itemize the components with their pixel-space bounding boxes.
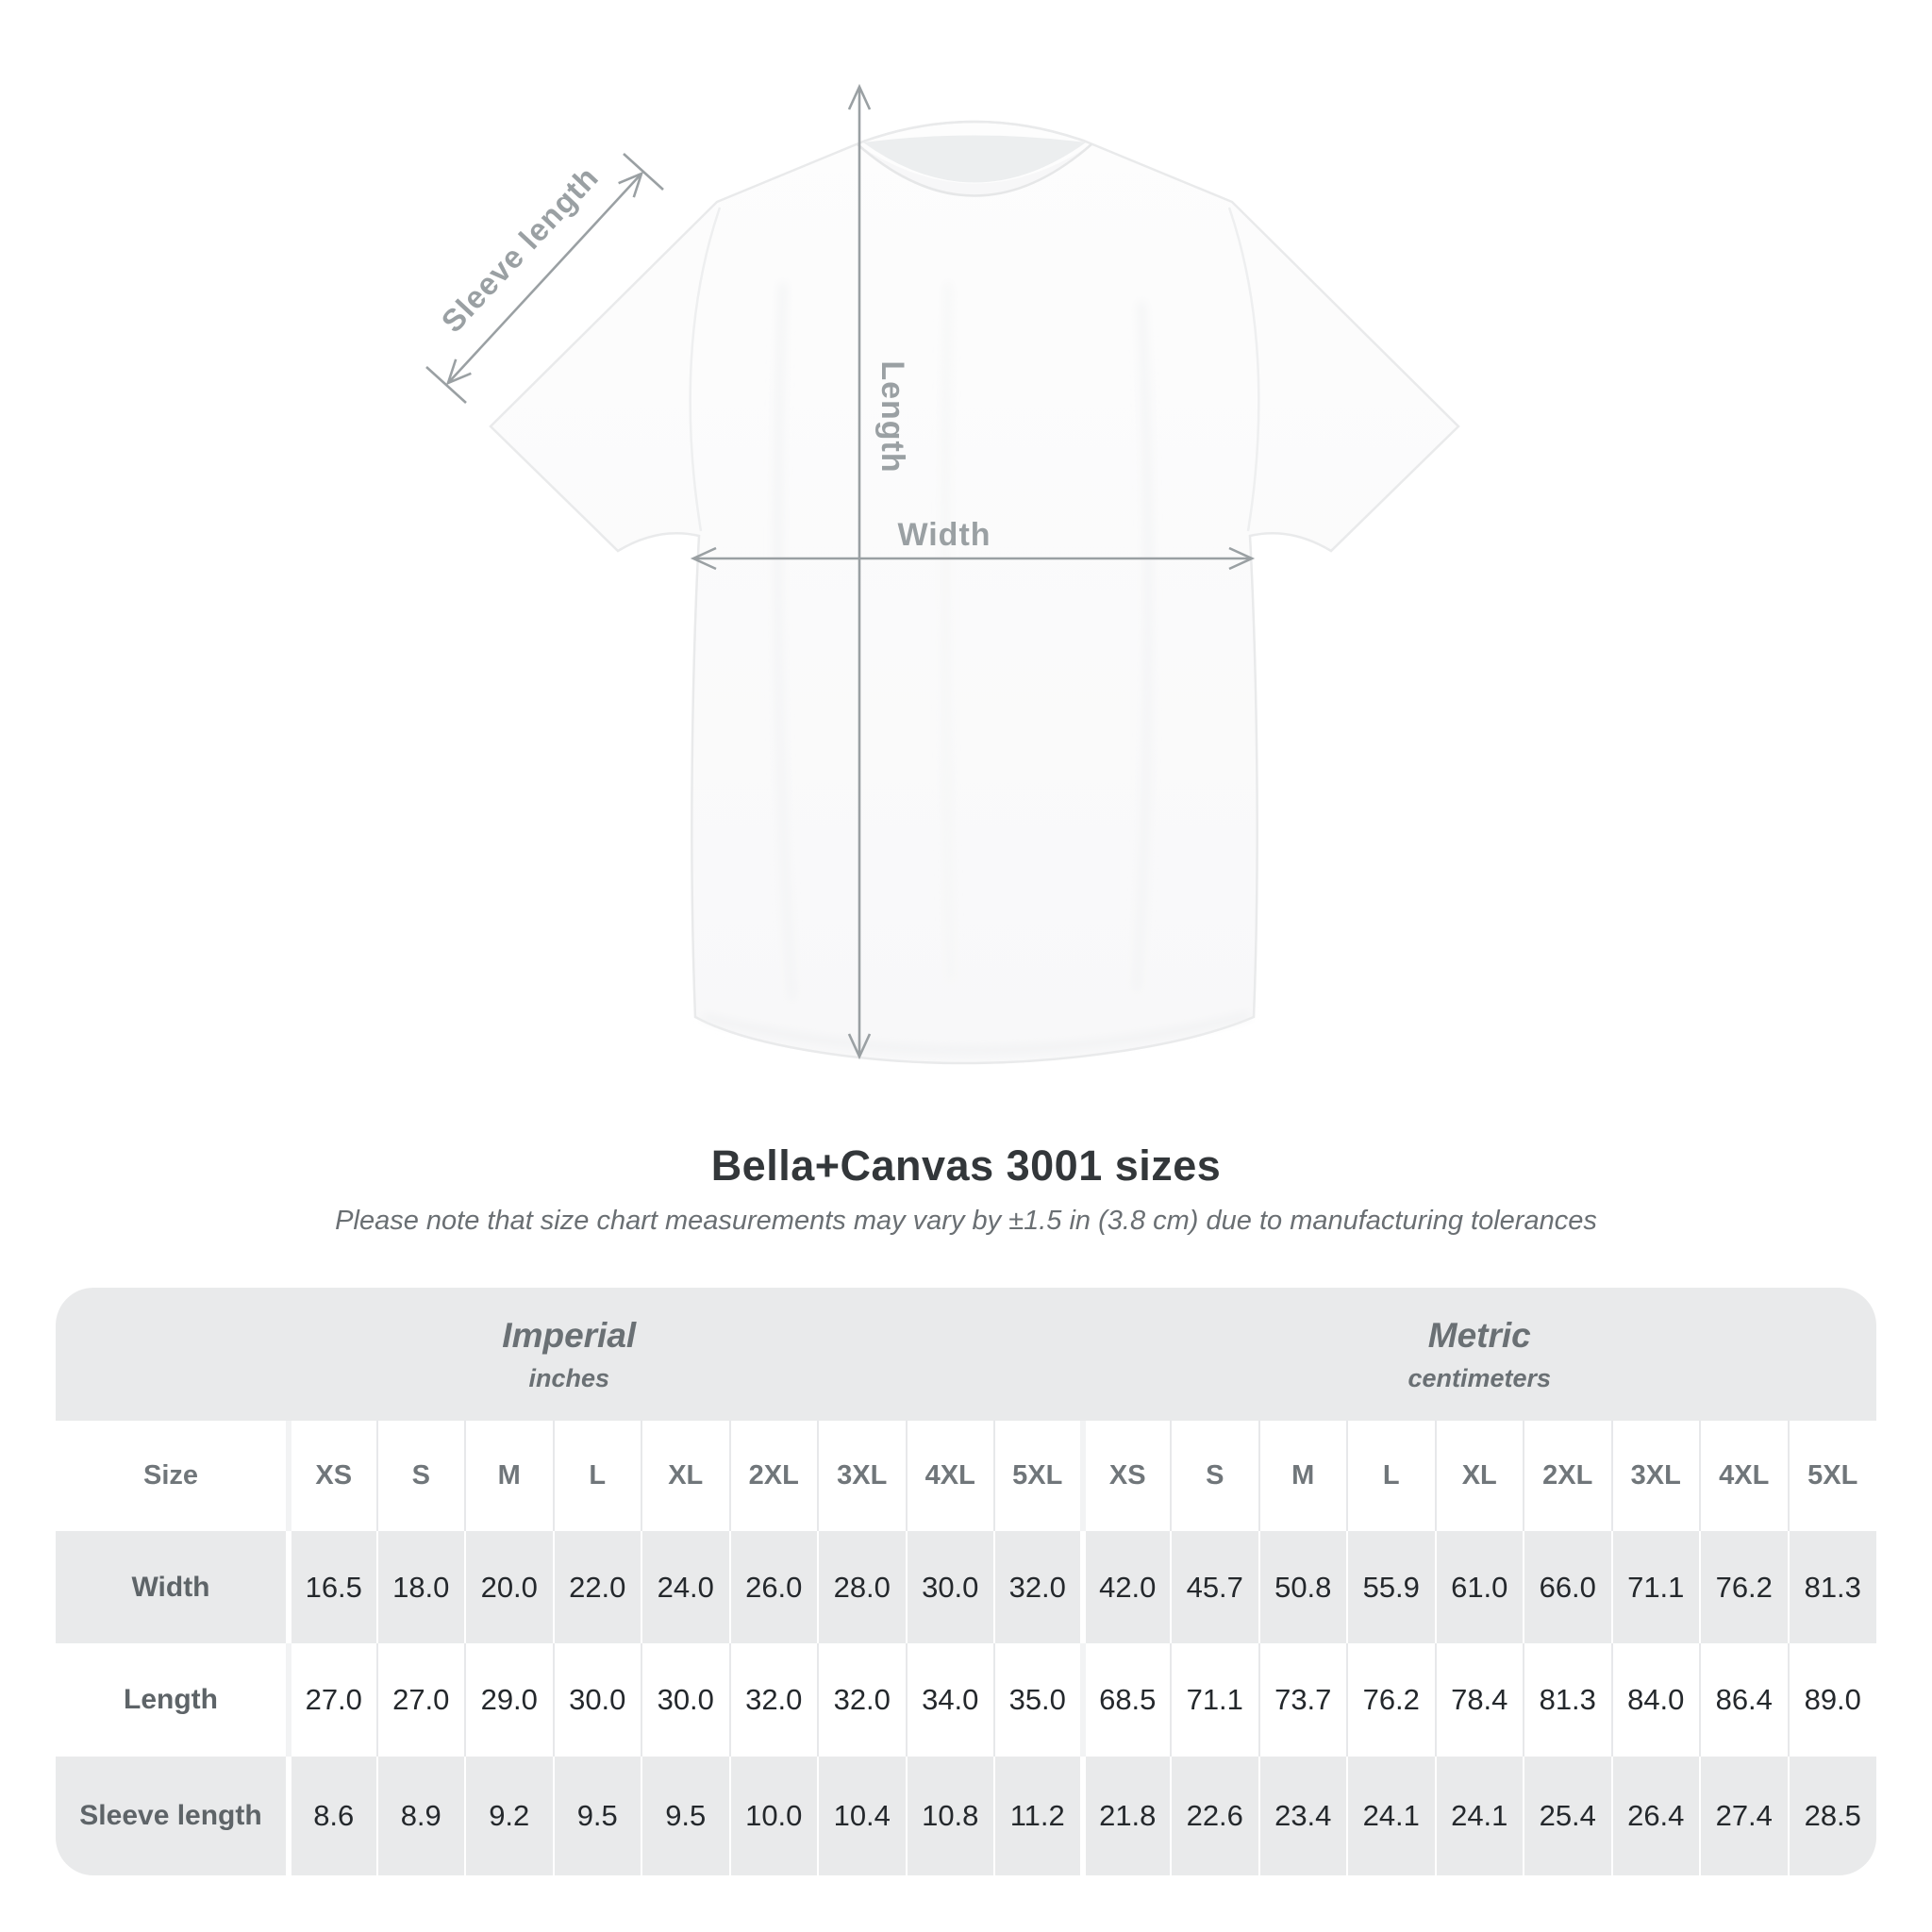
col-header-metric-4xl: 4XL bbox=[1700, 1421, 1789, 1531]
table-cell: 84.0 bbox=[1612, 1643, 1701, 1757]
col-header-metric-2xl: 2XL bbox=[1524, 1421, 1612, 1531]
page-subtitle: Please note that size chart measurements may vary by ±1.5 in (3.8 cm) due to manufacturing tolerances bbox=[335, 1206, 1597, 1236]
table-row-width bbox=[56, 1531, 1876, 1643]
sleeve-tick-bottom bbox=[426, 367, 466, 403]
col-header-metric-s: S bbox=[1171, 1421, 1259, 1531]
table-cell: 35.0 bbox=[994, 1643, 1083, 1757]
col-header-metric-xl: XL bbox=[1436, 1421, 1524, 1531]
table-cell: 23.4 bbox=[1259, 1757, 1348, 1875]
table-cell: 34.0 bbox=[907, 1643, 995, 1757]
col-header-metric-3xl: 3XL bbox=[1612, 1421, 1701, 1531]
table-cell: 22.6 bbox=[1171, 1757, 1259, 1875]
table-cell: 24.1 bbox=[1436, 1757, 1524, 1875]
table-cell: 9.2 bbox=[465, 1757, 554, 1875]
col-header-metric-xs: XS bbox=[1083, 1421, 1172, 1531]
col-header-imperial-xl: XL bbox=[641, 1421, 730, 1531]
col-header-imperial-2xl: 2XL bbox=[730, 1421, 819, 1531]
row-label-sleeve-length: Sleeve length bbox=[56, 1757, 289, 1875]
table-cell: 10.8 bbox=[907, 1757, 995, 1875]
col-header-imperial-4xl: 4XL bbox=[907, 1421, 995, 1531]
col-header-metric-5xl: 5XL bbox=[1789, 1421, 1877, 1531]
col-header-metric-l: L bbox=[1347, 1421, 1436, 1531]
table-cell: 81.3 bbox=[1524, 1643, 1612, 1757]
table-cell: 10.4 bbox=[818, 1757, 907, 1875]
sleeve-tick-top bbox=[624, 154, 663, 190]
tshirt-outline bbox=[491, 122, 1458, 1063]
table-cell: 28.5 bbox=[1789, 1757, 1877, 1875]
table-cell: 76.2 bbox=[1700, 1531, 1789, 1643]
table-cell: 32.0 bbox=[994, 1531, 1083, 1643]
table-cell: 24.0 bbox=[641, 1531, 730, 1643]
table-cell: 32.0 bbox=[818, 1643, 907, 1757]
table-cell: 66.0 bbox=[1524, 1531, 1612, 1643]
table-cell: 86.4 bbox=[1700, 1643, 1789, 1757]
table-cell: 73.7 bbox=[1259, 1643, 1348, 1757]
table-cell: 30.0 bbox=[641, 1643, 730, 1757]
size-header-row bbox=[56, 1421, 1876, 1531]
size-table-grid bbox=[56, 1288, 1876, 1875]
col-header-imperial-xs: XS bbox=[289, 1421, 377, 1531]
table-cell: 9.5 bbox=[554, 1757, 642, 1875]
metric-band-title: Metric bbox=[1427, 1315, 1531, 1355]
table-cell: 8.9 bbox=[377, 1757, 466, 1875]
metric-band bbox=[1083, 1288, 1877, 1421]
table-cell: 27.0 bbox=[377, 1643, 466, 1757]
table-cell: 71.1 bbox=[1171, 1643, 1259, 1757]
table-cell: 81.3 bbox=[1789, 1531, 1877, 1643]
row-label-width: Width bbox=[56, 1531, 289, 1643]
table-cell: 68.5 bbox=[1083, 1643, 1172, 1757]
table-cell: 42.0 bbox=[1083, 1531, 1172, 1643]
table-cell: 29.0 bbox=[465, 1643, 554, 1757]
imperial-band bbox=[56, 1288, 1083, 1421]
table-cell: 8.6 bbox=[289, 1757, 377, 1875]
table-cell: 11.2 bbox=[994, 1757, 1083, 1875]
tshirt-shape bbox=[491, 122, 1458, 1063]
table-cell: 20.0 bbox=[465, 1531, 554, 1643]
table-cell: 18.0 bbox=[377, 1531, 466, 1643]
metric-band-unit: centimeters bbox=[1407, 1363, 1552, 1392]
size-header: Size bbox=[56, 1421, 289, 1531]
table-cell: 27.0 bbox=[289, 1643, 377, 1757]
length-label: Length bbox=[874, 360, 911, 474]
table-cell: 61.0 bbox=[1436, 1531, 1524, 1643]
heading-block bbox=[0, 1141, 1932, 1237]
table-cell: 24.1 bbox=[1347, 1757, 1436, 1875]
table-cell: 27.4 bbox=[1700, 1757, 1789, 1875]
table-cell: 45.7 bbox=[1171, 1531, 1259, 1643]
table-cell: 25.4 bbox=[1524, 1757, 1612, 1875]
table-row-length bbox=[56, 1643, 1876, 1757]
sleeve-length-label: Sleeve length bbox=[434, 158, 606, 340]
table-cell: 30.0 bbox=[907, 1531, 995, 1643]
table-cell: 55.9 bbox=[1347, 1531, 1436, 1643]
col-header-metric-m: M bbox=[1259, 1421, 1348, 1531]
table-cell: 78.4 bbox=[1436, 1643, 1524, 1757]
table-cell: 26.4 bbox=[1612, 1757, 1701, 1875]
col-header-imperial-l: L bbox=[554, 1421, 642, 1531]
col-header-imperial-3xl: 3XL bbox=[818, 1421, 907, 1531]
table-cell: 26.0 bbox=[730, 1531, 819, 1643]
imperial-band-title: Imperial bbox=[502, 1315, 637, 1355]
table-cell: 28.0 bbox=[818, 1531, 907, 1643]
table-cell: 30.0 bbox=[554, 1643, 642, 1757]
col-header-imperial-s: S bbox=[377, 1421, 466, 1531]
width-label: Width bbox=[897, 517, 991, 553]
table-cell: 22.0 bbox=[554, 1531, 642, 1643]
table-cell: 50.8 bbox=[1259, 1531, 1348, 1643]
page-title: Bella+Canvas 3001 sizes bbox=[710, 1141, 1222, 1190]
table-cell: 16.5 bbox=[289, 1531, 377, 1643]
table-cell: 9.5 bbox=[641, 1757, 730, 1875]
unit-band-row bbox=[56, 1288, 1876, 1421]
table-cell: 76.2 bbox=[1347, 1643, 1436, 1757]
table-cell: 89.0 bbox=[1789, 1643, 1877, 1757]
col-header-imperial-5xl: 5XL bbox=[994, 1421, 1083, 1531]
col-header-imperial-m: M bbox=[465, 1421, 554, 1531]
table-cell: 32.0 bbox=[730, 1643, 819, 1757]
table-cell: 21.8 bbox=[1083, 1757, 1172, 1875]
imperial-band-unit: inches bbox=[528, 1363, 610, 1392]
table-cell: 10.0 bbox=[730, 1757, 819, 1875]
table-cell: 71.1 bbox=[1612, 1531, 1701, 1643]
row-label-length: Length bbox=[56, 1643, 289, 1757]
size-table bbox=[56, 1288, 1876, 1875]
table-row-sleeve-length bbox=[56, 1757, 1876, 1875]
